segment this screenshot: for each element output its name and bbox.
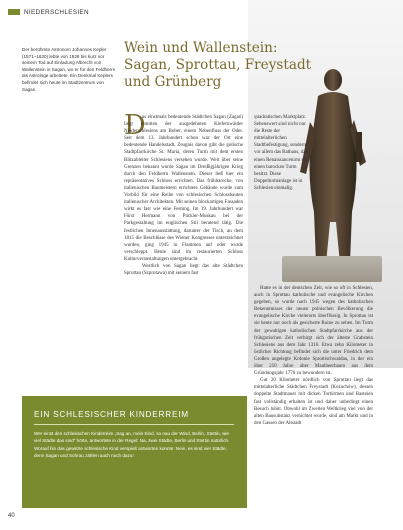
photo-caption: Der berühmte Astronom Johannes Kepler (1571–1630) lebte von 1628 bis kurz vor seinem Tod auf Einladung Albrecht von Wallenstein in Sagan, wo er für den Feldherrn als Astrologe arbeitete. Ein Denkmal Keplers befindet sich heute im Stadtzentrum von Sagan. bbox=[22, 47, 116, 92]
page-number: 40 bbox=[8, 513, 15, 519]
info-box-divider bbox=[34, 424, 234, 425]
article-column-2 bbox=[254, 114, 310, 278]
paragraph: Westlich von Sagan liegt das alte Städtchen Sprottau (Szprotawa) mit seinem fast bbox=[124, 263, 243, 277]
section-marker bbox=[8, 9, 20, 15]
info-box bbox=[22, 396, 247, 508]
info-box-title: EIN SCHLESISCHER KINDERREIM bbox=[34, 410, 189, 419]
article-column-3 bbox=[254, 285, 373, 521]
info-box-text: Wer einst den schlesischen Kinderreim „Sag an, mein Kind, so nau der Wind, Berlin, Stettin, wie viel Städte das sind“ hörte, antwortete in der Regel: Na, zwei Städte, Berlin und Stettin natürlich. Worauf hin das gewitzte schlesische Kind verspielt antworten konnte: Nein, es sind vier Städte, denn Sagan und Sohrau zählen auch noch dazu! bbox=[34, 431, 230, 459]
paragraph: as einstmals bedeutende Städtchen Sagan (Żagań) liegt inmitten der ausgedehnten Kiefernwälder Niederschlesiens am Bober, einem Nebenfluss der Oder. Seit dem 13. Jahrhundert schon war der Ort eine bedeutende Handelsstadt. Zeugnis davon gibt die gotische Stadtpfarrkirche St. Maria, deren Turm mit dem ersten Blitzableiter Schlesiens versehen wurde. Weit über seine Grenzen bekannt wurde Sagan im Dreißigjährigen Krieg durch den Feldherrn Wallenstein. Dieser ließ hier ein repräsentatives Schloss errichten. Das frühbarocke, von italienischen Baumeistern errichtete Gebäude wurde zum Vorbild für eine Reihe von schlesischen Schlossbauten italienischer Architekten. Mit seinen blockartigen Fassaden wirkt es fast wie eine Festung. Im 19. Jahrhundert war Fürst Hermann von Pückler-Muskau bei der Parkgestaltung im englischen Stil beratend tätig. Die festlichen Innenausstattung, darunter der Tisch, an dem 1815 die Beschlüsse des Wiener Kongresses unterzeichnet wurden, ging 1945 in Flammen auf oder wurde verschleppt. Heute sind im restaurierten Schloss Kulturveranstaltungen untergebracht. bbox=[124, 115, 243, 262]
article-headline: Wein und Wallenstein: Sagan, Sprottau, Freystadt und Grünberg bbox=[124, 40, 312, 90]
paragraph: Gut 20 Kilometer nördlich von Sprottau liegt das mittelalterliche Städtchen Freystadt (Kożuchów), dessen doppelte Stadtmauer mit dicken Tortürmen und Basteien fast vollständig erhalten ist und daher unbedingt einen Besuch lohnt. Obwohl im Zweiten Weltkrieg viel von der alten Bausubstanz vernichtet wurde, sind am Markt und in den Gassen der Altstadt bbox=[254, 378, 373, 426]
section-label: NIEDERSCHLESIEN bbox=[24, 9, 89, 16]
article-column-1 bbox=[124, 110, 243, 390]
paragraph: Hatte es in der deutschen Zeit, wie so oft in Schlesien, auch in Sprottau katholische und evangelische Kirchen gegeben, so wurde nach 1945 wegen des katholischen Bekenntnisses der neuen polnischen Bevölkerung die evangelische Kirche vielerorts überflüssig. In Sprottau ist sie heute nur noch als gesicherte Ruine zu sehen. Im Turm der gewaltigen katholischen Stadtpfarrkirche aus der frühgotischen Zeit verbirgt sich der älteste Grabstein Schlesiens aus dem Jahr 1316. Etwa zehn Kilometer in östlicher Richtung befindet sich die unter Friedrich dem Großen angelegte Kolonie Sprottischwaldau, in der ein über 250 Jahre alter Maulbeerbaum aus dem Gründungsjahr 1776 zu bewundern ist. bbox=[254, 286, 373, 377]
paragraph: quadratischen Marktplatz. Sehenswert sind nicht nur die Reste der mittelalterlichen Stadtbefestigung, sondern vor allem das Rathaus, das einen Renaissanceturm und einen barocken Turm besitzt. Diese Doppelturmanlage ist in Schlesien einmalig. bbox=[254, 115, 309, 191]
drop-cap: D bbox=[124, 110, 146, 141]
